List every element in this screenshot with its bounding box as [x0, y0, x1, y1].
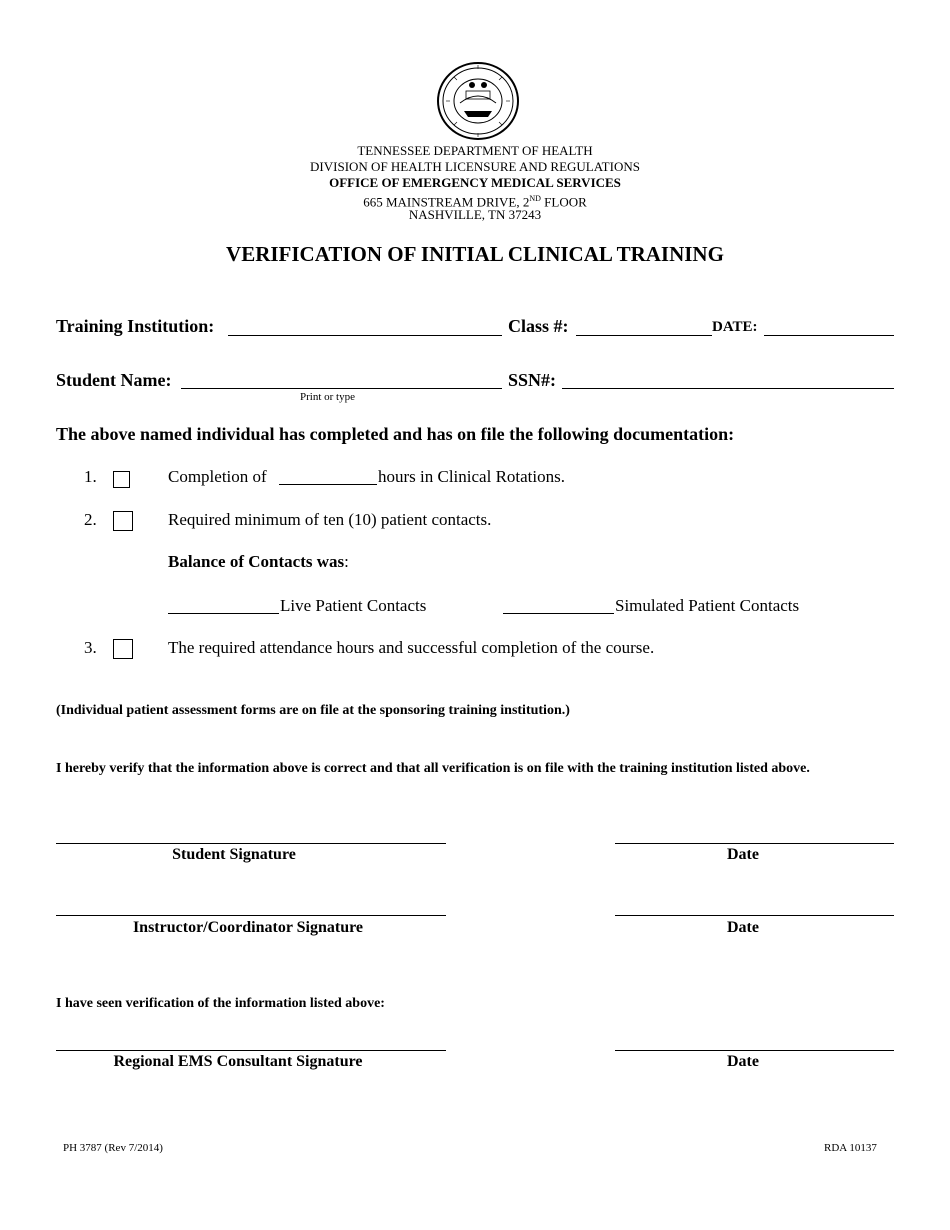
header-division: DIVISION OF HEALTH LICENSURE AND REGULATIONS [310, 159, 640, 174]
student-signature-line[interactable] [56, 843, 446, 844]
regional-signature-line[interactable] [56, 1050, 446, 1051]
item-1-checkbox[interactable] [113, 471, 130, 488]
student-name-label: Student Name: [56, 370, 172, 390]
documentation-statement: The above named individual has completed and has on file the following documentation: [56, 424, 735, 444]
state-seal [436, 61, 520, 141]
instructor-signature-line[interactable] [56, 915, 446, 916]
date-label: DATE: [712, 319, 758, 335]
live-contacts-field[interactable] [168, 613, 279, 614]
simulated-contacts-label: Simulated Patient Contacts [615, 596, 800, 615]
instructor-date-line[interactable] [615, 915, 894, 916]
verification-statement: I hereby verify that the information above is correct and that all verification is on file with the training institution listed above. [56, 761, 810, 776]
balance-label: Balance of Contacts was: [168, 552, 349, 571]
header-department: TENNESSEE DEPARTMENT OF HEALTH [357, 143, 593, 158]
item-3-checkbox[interactable] [113, 639, 133, 659]
item-2-text: Required minimum of ten (10) patient contacts. [168, 510, 492, 529]
item-1-text-post: hours in Clinical Rotations. [378, 467, 565, 486]
header-office: OFFICE OF EMERGENCY MEDICAL SERVICES [329, 175, 621, 190]
item-2-checkbox[interactable] [113, 511, 133, 531]
training-institution-label: Training Institution: [56, 316, 215, 336]
regional-date-label: Date [727, 1053, 759, 1070]
item-2-number: 2. [84, 510, 97, 529]
student-date-label: Date [727, 846, 759, 863]
class-number-label: Class #: [508, 316, 569, 336]
seen-verification-statement: I have seen verification of the information listed above: [56, 996, 385, 1011]
instructor-signature-label: Instructor/Coordinator Signature [132, 919, 364, 936]
regional-date-line[interactable] [615, 1050, 894, 1051]
student-date-line[interactable] [615, 843, 894, 844]
student-signature-label: Student Signature [172, 846, 296, 863]
live-contacts-label: Live Patient Contacts [280, 596, 427, 615]
date-field[interactable] [764, 335, 894, 336]
form-number: PH 3787 (Rev 7/2014) [63, 1142, 163, 1154]
print-or-type-hint: Print or type [300, 391, 355, 403]
assessment-note: (Individual patient assessment forms are on file at the sponsoring training institution.) [56, 703, 570, 718]
header-address: 665 MAINSTREAM DRIVE, 2ND FLOOR [363, 194, 587, 210]
form-title: VERIFICATION OF INITIAL CLINICAL TRAINING [226, 242, 724, 266]
regional-signature-label: Regional EMS Consultant Signature [113, 1053, 363, 1070]
item-3-text: The required attendance hours and successful completion of the course. [168, 638, 655, 657]
clinical-hours-field[interactable] [279, 484, 377, 485]
item-1-text-pre: Completion of [168, 467, 267, 486]
item-3-number: 3. [84, 638, 97, 657]
ssn-field[interactable] [562, 388, 894, 389]
class-number-field[interactable] [576, 335, 712, 336]
training-institution-field[interactable] [228, 335, 502, 336]
instructor-date-label: Date [727, 919, 759, 936]
simulated-contacts-field[interactable] [503, 613, 614, 614]
rda-number: RDA 10137 [824, 1142, 877, 1154]
item-1-number: 1. [84, 467, 97, 486]
ssn-label: SSN#: [508, 370, 557, 390]
student-name-field[interactable] [181, 388, 502, 389]
header-city: NASHVILLE, TN 37243 [408, 207, 542, 222]
